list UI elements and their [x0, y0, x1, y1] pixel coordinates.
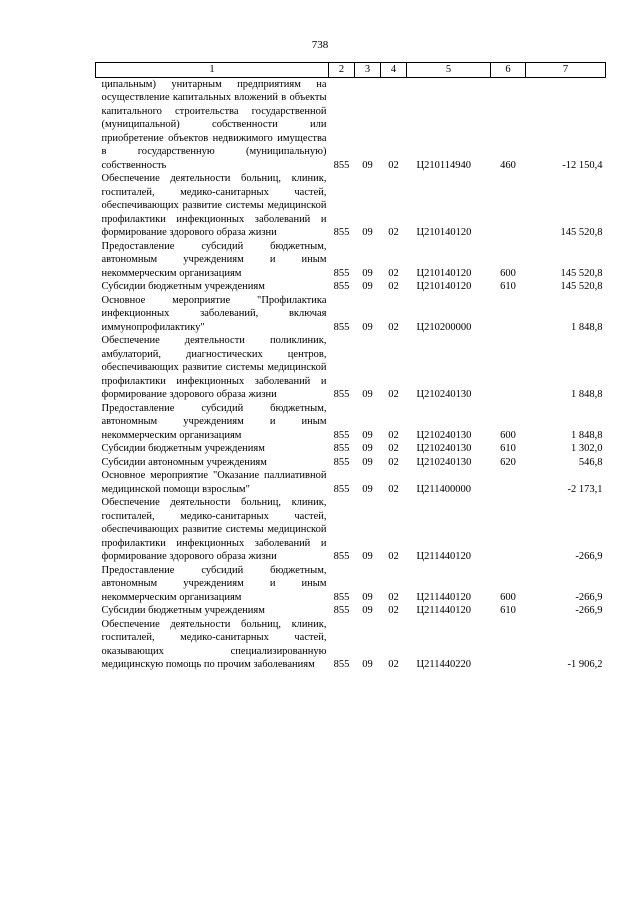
page-number: 738 [311, 39, 329, 51]
target-article-cell: Ц210240130 [416, 389, 472, 400]
grbs-code-cell: 855 [333, 429, 350, 441]
table-row [96, 604, 606, 618]
subsection-code-cell: 02 [388, 443, 399, 454]
section-code-cell: 09 [362, 456, 373, 468]
target-article-cell: Ц211440120 [416, 605, 471, 616]
subsection-code-cell: 02 [388, 429, 399, 441]
expense-name-cell: Субсидии бюджетным учреждениям [101, 443, 265, 454]
target-article-cell: Ц211400000 [416, 483, 471, 495]
expense-name-cell: Основное мероприятие "Профилактика инфекционных заболеваний, включая иммунопрофилактику" [101, 294, 327, 333]
grbs-code-cell: 855 [333, 659, 350, 670]
table-row [96, 469, 606, 496]
subsection-code-cell: 02 [388, 389, 399, 400]
table-row [96, 294, 606, 335]
grbs-code-cell: 855 [333, 591, 350, 603]
subsection-code-cell: 02 [388, 321, 399, 333]
target-article-cell: Ц210140120 [416, 227, 472, 238]
expense-type-cell [491, 294, 526, 335]
subsection-code-cell: 02 [388, 159, 399, 171]
amount-cell: -266,9 [575, 551, 603, 562]
expense-name-cell: Предоставление субсидий бюджетным, автономным учреждениям и иным некоммерческим организациям [101, 402, 327, 441]
section-code-cell: 09 [362, 429, 373, 441]
expense-type-cell [491, 172, 526, 240]
grbs-code-cell: 855 [333, 551, 350, 562]
header-col-1: 1 [96, 63, 329, 78]
grbs-code-cell: 855 [333, 227, 350, 238]
section-code-cell: 09 [362, 591, 373, 603]
header-col-6: 6 [491, 63, 526, 78]
amount-cell: -2 173,1 [567, 483, 603, 495]
expense-name-cell: Субсидии бюджетным учреждениям [101, 281, 265, 292]
header-col-2: 2 [329, 63, 355, 78]
grbs-code-cell: 855 [333, 159, 350, 171]
amount-cell: 1 848,8 [571, 429, 603, 441]
grbs-code-cell: 855 [333, 483, 350, 495]
amount-cell: 145 520,8 [560, 281, 603, 292]
expense-name-cell: Предоставление субсидий бюджетным, автономным учреждениям и иным некоммерческим организациям [101, 564, 327, 603]
table-row [96, 172, 606, 240]
section-code-cell: 09 [362, 551, 373, 562]
grbs-code-cell: 855 [333, 321, 350, 333]
header-col-5: 5 [407, 63, 491, 78]
table-row [96, 442, 606, 456]
table-body [96, 77, 606, 672]
section-code-cell: 09 [362, 659, 373, 670]
grbs-code-cell: 855 [333, 443, 350, 454]
grbs-code-cell: 855 [333, 456, 350, 468]
table-row [96, 240, 606, 281]
table-row [96, 334, 606, 402]
amount-cell: -1 906,2 [567, 659, 603, 670]
expense-name-cell: Субсидии автономным учреждениям [101, 456, 267, 468]
subsection-code-cell: 02 [388, 605, 399, 616]
grbs-code-cell: 855 [333, 267, 350, 279]
subsection-code-cell: 02 [388, 227, 399, 238]
target-article-cell: Ц210240130 [416, 443, 472, 454]
target-article-cell: Ц211440120 [416, 551, 471, 562]
section-code-cell: 09 [362, 227, 373, 238]
grbs-code-cell: 855 [333, 389, 350, 400]
expense-name-cell: Основное мероприятие "Оказание паллиативной медицинской помощи взрослым" [101, 470, 327, 495]
subsection-code-cell: 02 [388, 267, 399, 279]
expense-type-cell: 610 [500, 281, 516, 292]
budget-table [95, 62, 606, 672]
amount-cell: -12 150,4 [562, 159, 603, 171]
expense-type-cell: 460 [500, 159, 516, 171]
section-code-cell: 09 [362, 321, 373, 333]
target-article-cell: Ц210140120 [416, 281, 472, 292]
target-article-cell: Ц210240130 [416, 456, 472, 468]
table-row [96, 618, 606, 672]
target-article-cell: Ц211440220 [416, 659, 471, 670]
table-row [96, 77, 606, 172]
subsection-code-cell: 02 [388, 659, 399, 670]
expense-name-cell: ципальным) унитарным предприятиям на осуществление капитальных вложений в объекты капитального строительства государственной (муниципальной) собственности или приобретение объектов недвижимого имущества в государственную (муниципальную) собственность [101, 78, 327, 171]
section-code-cell: 09 [362, 267, 373, 279]
amount-cell: 1 848,8 [571, 321, 603, 333]
subsection-code-cell: 02 [388, 551, 399, 562]
section-code-cell: 09 [362, 443, 373, 454]
grbs-code-cell: 855 [333, 605, 350, 616]
header-col-3: 3 [355, 63, 381, 78]
expense-type-cell: 600 [500, 267, 516, 279]
section-code-cell: 09 [362, 483, 373, 495]
expense-name-cell: Обеспечение деятельности больниц, клиник, госпиталей, медико-санитарных частей, оказывающих специализированную медицинскую помощь по прочим заболеваниям [101, 618, 327, 670]
target-article-cell: Ц211440120 [416, 591, 471, 603]
amount-cell: 1 848,8 [571, 389, 603, 400]
subsection-code-cell: 02 [388, 281, 399, 292]
target-article-cell: Ц210140120 [416, 267, 472, 279]
expense-type-cell: 600 [500, 591, 516, 603]
expense-name-cell: Субсидии бюджетным учреждениям [101, 605, 265, 616]
expense-name-cell: Обеспечение деятельности больниц, клиник, госпиталей, медико-санитарных частей, обеспечивающих развитие системы медицинской профилактики инфекционных заболеваний и формирование здорового образа жизни [101, 173, 327, 238]
expense-type-cell [491, 618, 526, 672]
table-row [96, 496, 606, 564]
expense-name-cell: Обеспечение деятельности поликлиник, амбулаторий, диагностических центров, обеспечивающих развитие системы медицинской профилактики инфекционных заболеваний и формирование здорового образа жизни [101, 335, 327, 400]
header-row [96, 63, 606, 78]
amount-cell: 145 520,8 [560, 267, 603, 279]
amount-cell: -266,9 [575, 605, 603, 616]
target-article-cell: Ц210240130 [416, 429, 472, 441]
header-col-4: 4 [381, 63, 407, 78]
subsection-code-cell: 02 [388, 591, 399, 603]
amount-cell: -266,9 [575, 591, 603, 603]
expense-type-cell: 610 [500, 443, 516, 454]
amount-cell: 546,8 [578, 456, 603, 468]
expense-type-cell [491, 496, 526, 564]
table-header [96, 63, 606, 78]
header-col-7: 7 [526, 63, 606, 78]
section-code-cell: 09 [362, 159, 373, 171]
expense-name-cell: Предоставление субсидий бюджетным, автономным учреждениям и иным некоммерческим организациям [101, 240, 327, 279]
grbs-code-cell: 855 [333, 281, 350, 292]
table-row [96, 280, 606, 294]
subsection-code-cell: 02 [388, 483, 399, 495]
expense-type-cell: 600 [500, 429, 516, 441]
expense-name-cell: Обеспечение деятельности больниц, клиник, госпиталей, медико-санитарных частей, обеспечивающих развитие системы медицинской профилактики инфекционных заболеваний и формирование здорового образа жизни [101, 497, 327, 562]
expense-type-cell: 610 [500, 605, 516, 616]
target-article-cell: Ц210200000 [416, 321, 472, 333]
section-code-cell: 09 [362, 605, 373, 616]
section-code-cell: 09 [362, 389, 373, 400]
subsection-code-cell: 02 [388, 456, 399, 468]
target-article-cell: Ц210114940 [416, 159, 471, 171]
expense-type-cell [491, 469, 526, 496]
section-code-cell: 09 [362, 281, 373, 292]
table-row [96, 564, 606, 605]
expense-type-cell [491, 334, 526, 402]
amount-cell: 1 302,0 [571, 443, 603, 454]
table-row [96, 456, 606, 470]
table-row [96, 402, 606, 443]
amount-cell: 145 520,8 [560, 227, 603, 238]
expense-type-cell: 620 [500, 456, 516, 468]
